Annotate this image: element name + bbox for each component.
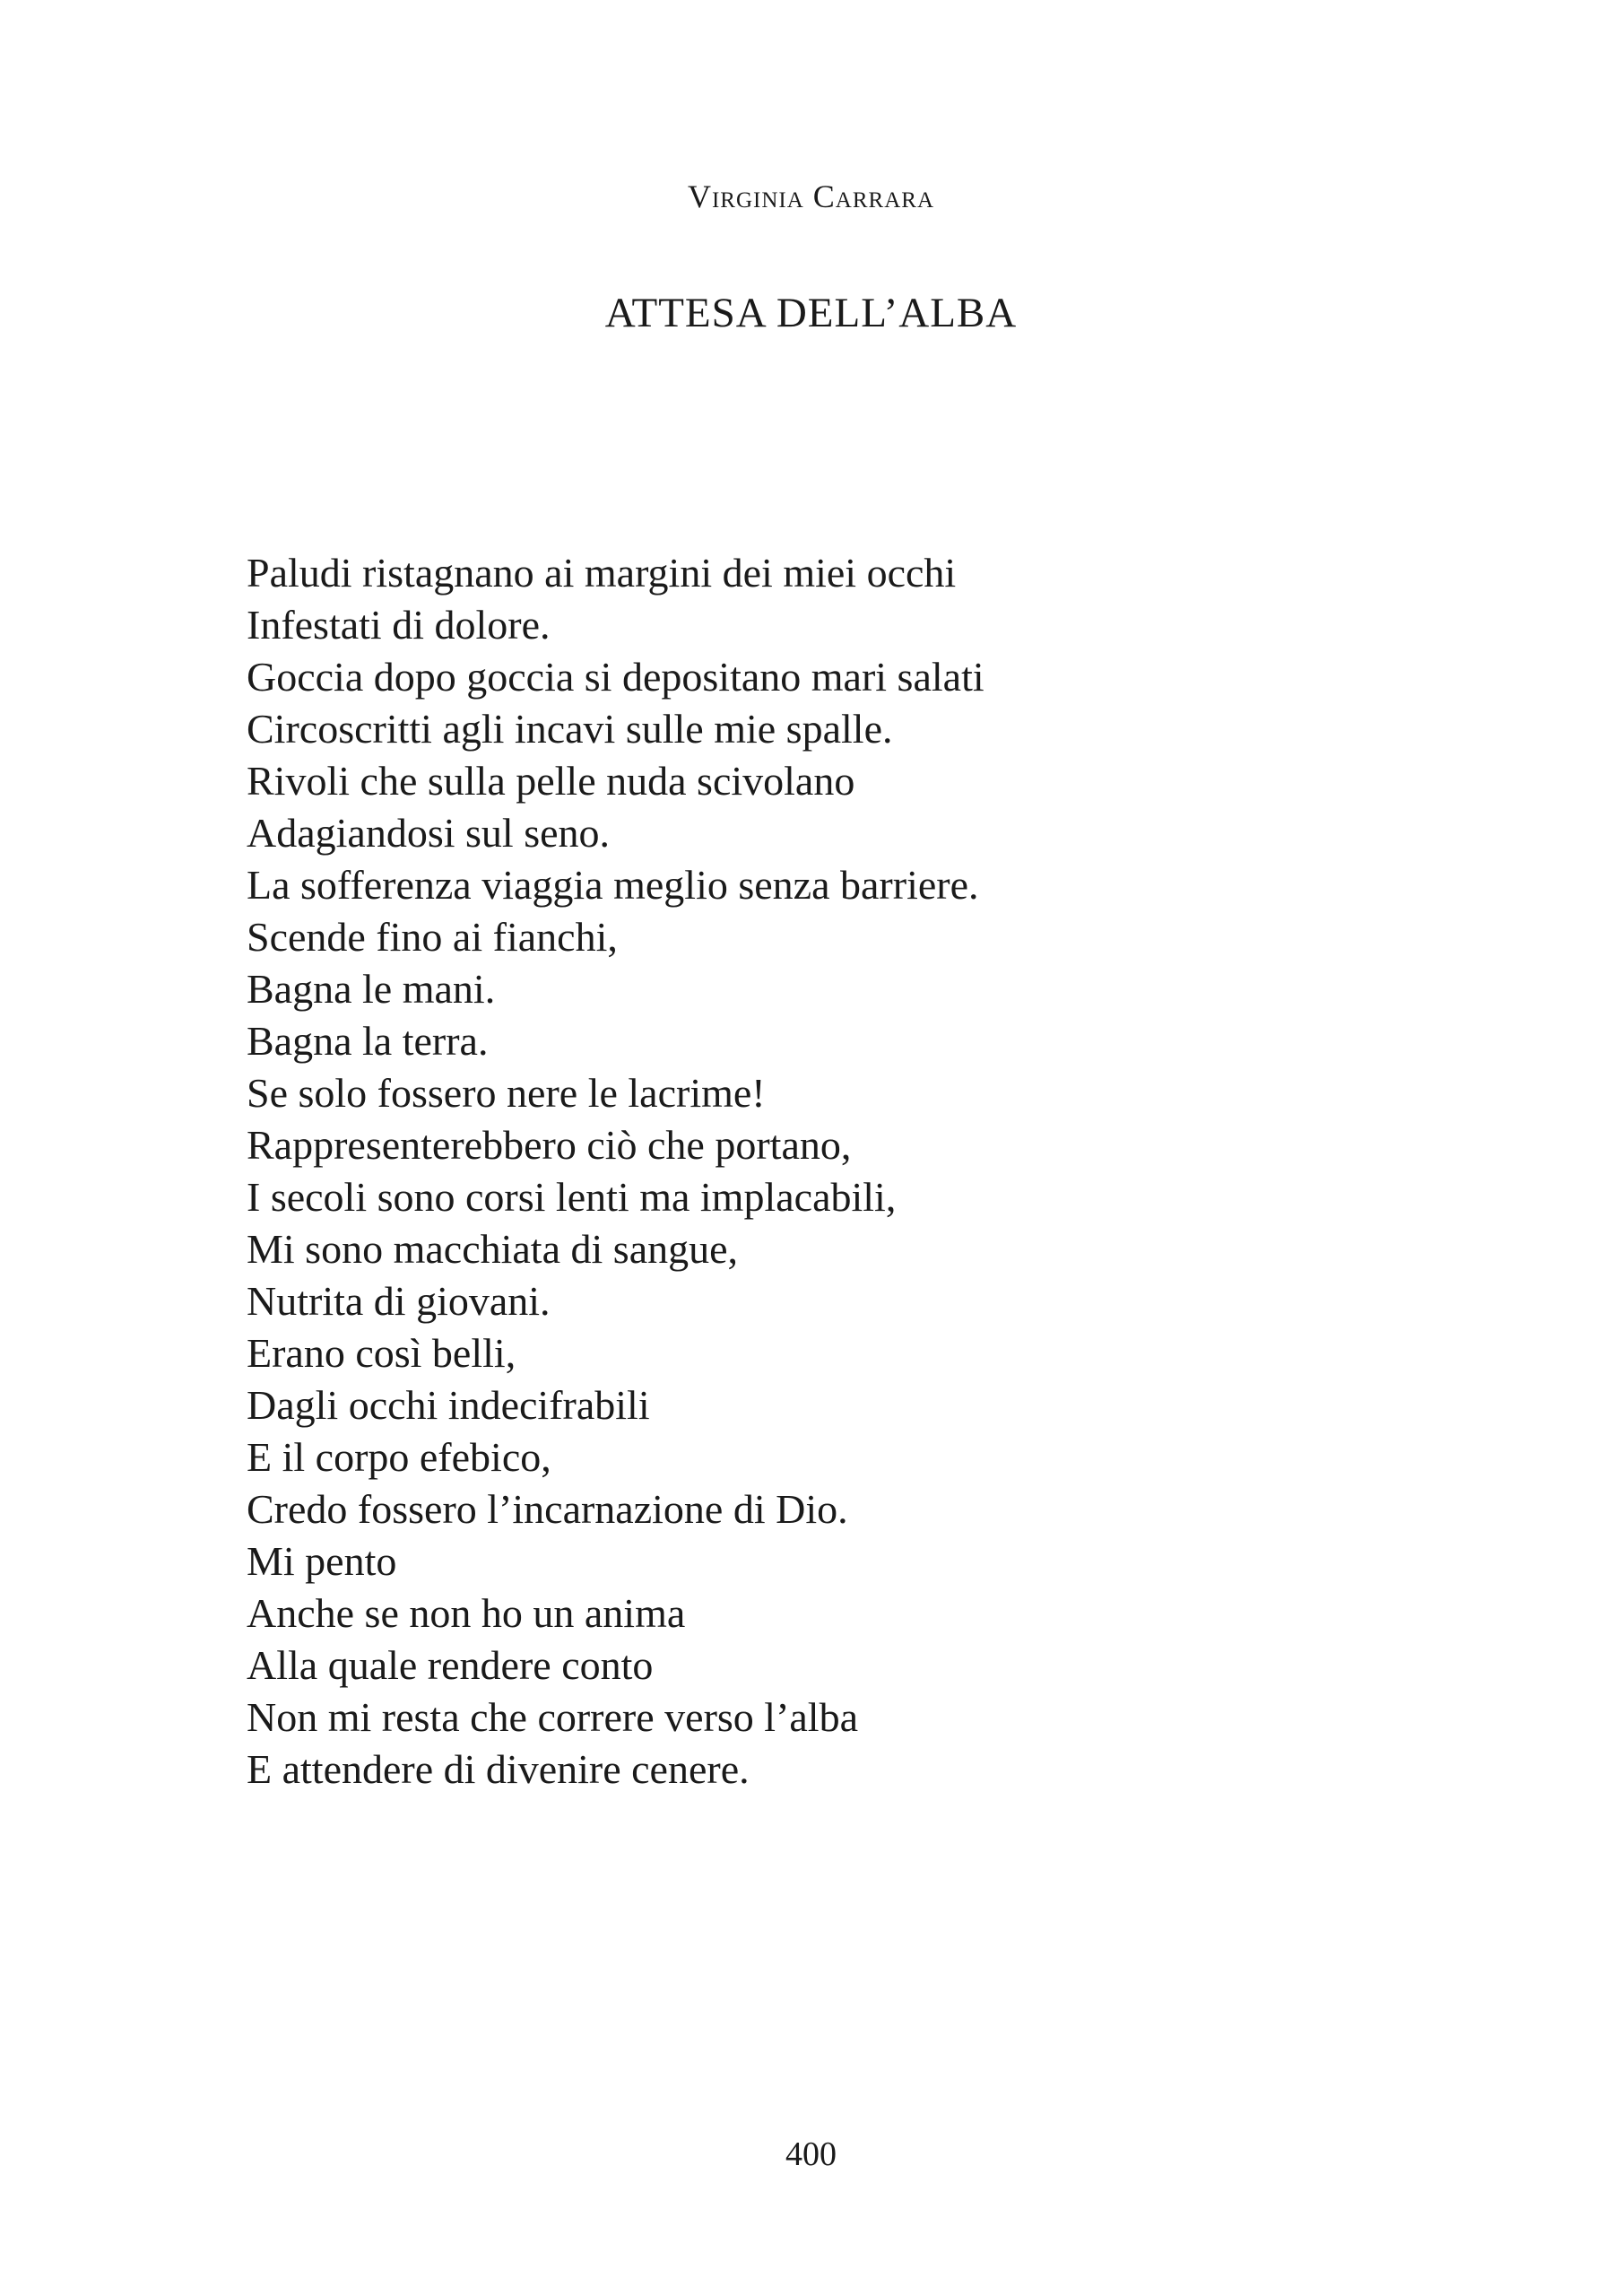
poem-line: E attendere di divenire cenere. — [247, 1746, 750, 1792]
poem-line: Se solo fossero nere le lacrime! — [247, 1070, 766, 1116]
poem-line: Dagli occhi indecifrabili — [247, 1382, 650, 1428]
poem-line: Alla quale rendere conto — [247, 1642, 654, 1688]
poem-line: Mi sono macchiata di sangue, — [247, 1226, 739, 1272]
poem-line: Credo fossero l’incarnazione di Dio. — [247, 1486, 848, 1532]
poem-line: Bagna le mani. — [247, 966, 496, 1012]
poem-line: Rivoli che sulla pelle nuda scivolano — [247, 758, 855, 804]
poem-line: Anche se non ho un anima — [247, 1590, 686, 1636]
poem-line: Infestati di dolore. — [247, 602, 551, 648]
poem-title: ATTESA DELL’ALBA — [604, 290, 1018, 336]
poem-line: Non mi resta che correre verso l’alba — [247, 1694, 859, 1740]
page-number: 400 — [785, 2135, 837, 2173]
poem-line: Bagna la terra. — [247, 1018, 489, 1064]
poem-line: Goccia dopo goccia si depositano mari salati — [247, 654, 984, 700]
poem-line: La sofferenza viaggia meglio senza barriere. — [247, 862, 979, 908]
poem-line: Rappresenterebbero ciò che portano, — [247, 1122, 852, 1168]
poem-line: E il corpo efebico, — [247, 1434, 551, 1480]
running-header-author: Virginia Carrara — [687, 178, 934, 214]
poem-line: Circoscritti agli incavi sulle mie spalle. — [247, 706, 893, 752]
poem-line: Mi pento — [247, 1538, 397, 1584]
poem-line: Scende fino ai fianchi, — [247, 914, 618, 960]
poem-line: I secoli sono corsi lenti ma implacabili, — [247, 1174, 897, 1220]
poem-line: Paludi ristagnano ai margini dei miei occhi — [247, 550, 957, 596]
poem-body — [247, 547, 1502, 1796]
poem-line: Nutrita di giovani. — [247, 1278, 551, 1324]
poem-line: Erano così belli, — [247, 1330, 516, 1376]
poem-line: Adagiandosi sul seno. — [247, 810, 611, 856]
